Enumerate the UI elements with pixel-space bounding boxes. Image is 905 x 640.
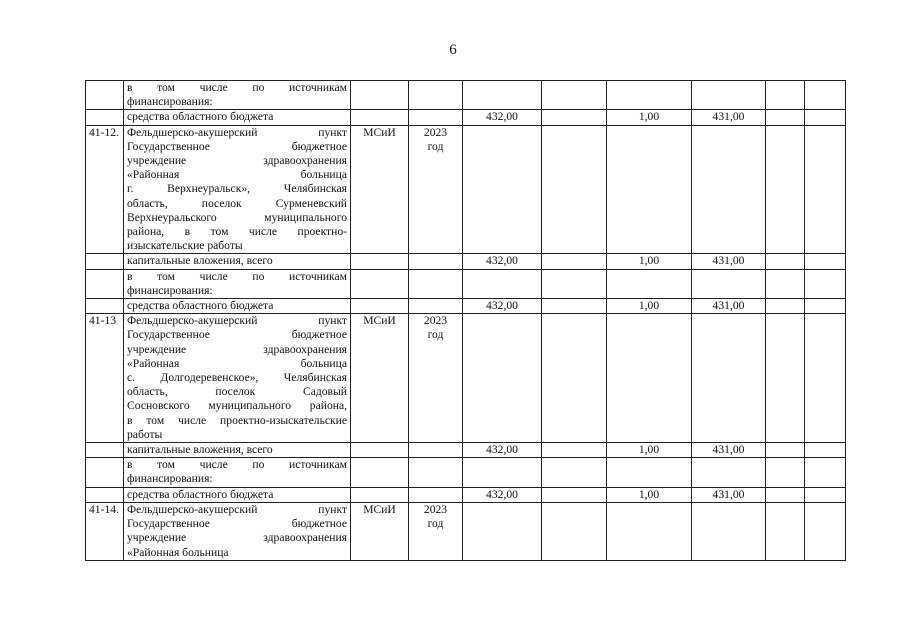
year-text: год — [427, 517, 444, 531]
amount-cell-c5: 432,00 — [463, 299, 542, 314]
amount-cell-c9 — [766, 443, 805, 458]
amount-cell-c10 — [805, 125, 846, 254]
year-cell — [409, 81, 463, 110]
description-line: с. Долгодеревенское», Челябинская — [127, 371, 347, 385]
executor-cell — [351, 487, 409, 502]
executor-cell — [351, 81, 409, 110]
amount-cell-c6 — [542, 269, 607, 298]
description-line: капитальные вложения, всего — [127, 443, 273, 457]
year-cell — [409, 125, 463, 254]
amount-cell-c10 — [805, 81, 846, 110]
description-line: в том числе по источникам — [127, 269, 347, 283]
amount-cell-c8: 431,00 — [692, 110, 766, 125]
description-line: средства областного бюджета — [127, 487, 274, 501]
amount-cell-c5: 432,00 — [463, 110, 542, 125]
amount-cell-c5 — [463, 502, 542, 560]
row-description — [124, 443, 351, 458]
amount-cell-c10 — [805, 502, 846, 560]
amount-cell-c7 — [607, 314, 692, 443]
description-line: Фельдшерско-акушерский пункт — [127, 125, 347, 139]
executor-cell: МСиИ — [351, 502, 409, 560]
row-number — [86, 299, 124, 314]
amount-cell-c7: 1,00 — [607, 443, 692, 458]
amount-cell-c5 — [463, 314, 542, 443]
row-description — [124, 81, 351, 110]
amount-cell-c8: 431,00 — [692, 299, 766, 314]
row-description — [124, 502, 351, 560]
page-number: 6 — [449, 42, 457, 58]
row-number — [86, 110, 124, 125]
amount-cell-c10 — [805, 269, 846, 298]
amount-cell-c9 — [766, 269, 805, 298]
object-row — [86, 314, 846, 443]
amount-cell-c8 — [692, 502, 766, 560]
funding-row — [86, 81, 846, 110]
executor-cell — [351, 458, 409, 487]
description-line: средства областного бюджета — [127, 110, 274, 124]
funding-row — [86, 443, 846, 458]
description-line: «Районная больница — [127, 545, 229, 559]
amount-cell-c5 — [463, 458, 542, 487]
amount-cell-c5: 432,00 — [463, 254, 542, 269]
amount-cell-c9 — [766, 487, 805, 502]
amount-cell-c8: 431,00 — [692, 254, 766, 269]
description-line: в том числе по источникам — [127, 458, 347, 472]
row-number — [86, 254, 124, 269]
row-description — [124, 314, 351, 443]
amount-cell-c9 — [766, 125, 805, 254]
year-text: 2023 — [423, 314, 448, 328]
row-description — [124, 458, 351, 487]
row-number — [86, 458, 124, 487]
description-line: работы — [127, 427, 163, 441]
amount-cell-c6 — [542, 502, 607, 560]
amount-cell-c5: 432,00 — [463, 443, 542, 458]
description-line: финансирования: — [127, 283, 213, 297]
amount-cell-c7 — [607, 269, 692, 298]
amount-cell-c8 — [692, 269, 766, 298]
funding-row — [86, 254, 846, 269]
year-cell — [409, 269, 463, 298]
description-line: финансирования: — [127, 95, 213, 109]
year-text: год — [427, 139, 444, 153]
description-line: в том числе по источникам — [127, 81, 347, 94]
amount-cell-c10 — [805, 254, 846, 269]
amount-cell-c10 — [805, 299, 846, 314]
amount-cell-c10 — [805, 458, 846, 487]
executor-cell — [351, 299, 409, 314]
description-line: района, в том числе проектно- — [127, 225, 347, 239]
row-number: 41-13 — [86, 314, 124, 443]
year-cell — [409, 299, 463, 314]
amount-cell-c9 — [766, 502, 805, 560]
executor-cell — [351, 269, 409, 298]
amount-cell-c8 — [692, 458, 766, 487]
amount-cell-c8: 431,00 — [692, 443, 766, 458]
amount-cell-c7: 1,00 — [607, 487, 692, 502]
amount-cell-c6 — [542, 254, 607, 269]
amount-cell-c8 — [692, 125, 766, 254]
object-row — [86, 502, 846, 560]
row-number — [86, 81, 124, 110]
amount-cell-c8 — [692, 314, 766, 443]
executor-cell: МСиИ — [351, 125, 409, 254]
row-number: 41-12. — [86, 125, 124, 254]
row-description — [124, 125, 351, 254]
amount-cell-c5: 432,00 — [463, 487, 542, 502]
year-cell — [409, 254, 463, 269]
year-cell — [409, 487, 463, 502]
amount-cell-c6 — [542, 314, 607, 443]
executor-cell — [351, 443, 409, 458]
amount-cell-c6 — [542, 299, 607, 314]
amount-cell-c10 — [805, 110, 846, 125]
row-number — [86, 443, 124, 458]
description-line: учреждение здравоохранения — [127, 342, 347, 356]
amount-cell-c5 — [463, 81, 542, 110]
description-line: учреждение здравоохранения — [127, 154, 347, 168]
amount-cell-c9 — [766, 314, 805, 443]
row-description — [124, 487, 351, 502]
year-cell — [409, 458, 463, 487]
amount-cell-c5 — [463, 269, 542, 298]
table-body — [86, 81, 846, 561]
row-number: 41-14. — [86, 502, 124, 560]
funding-row — [86, 487, 846, 502]
description-line: область, поселок Садовый — [127, 385, 347, 399]
year-cell — [409, 314, 463, 443]
description-line: Фельдшерско-акушерский пункт — [127, 314, 347, 328]
object-row — [86, 125, 846, 254]
description-line: капитальные вложения, всего — [127, 254, 273, 268]
year-text: 2023 — [423, 125, 448, 139]
amount-cell-c7 — [607, 81, 692, 110]
amount-cell-c6 — [542, 125, 607, 254]
executor-cell: МСиИ — [351, 314, 409, 443]
executor-cell — [351, 254, 409, 269]
year-text: 2023 — [423, 502, 448, 516]
amount-cell-c9 — [766, 458, 805, 487]
amount-cell-c10 — [805, 314, 846, 443]
amount-cell-c10 — [805, 443, 846, 458]
funding-row — [86, 458, 846, 487]
description-line: Фельдшерско-акушерский пункт — [127, 502, 347, 516]
amount-cell-c9 — [766, 81, 805, 110]
amount-cell-c9 — [766, 254, 805, 269]
amount-cell-c10 — [805, 487, 846, 502]
description-line: учреждение здравоохранения — [127, 531, 347, 545]
amount-cell-c7: 1,00 — [607, 110, 692, 125]
amount-cell-c6 — [542, 110, 607, 125]
description-line: Государственное бюджетное — [127, 328, 347, 342]
row-description — [124, 254, 351, 269]
year-text: год — [427, 328, 444, 342]
description-line: изыскательские работы — [127, 239, 243, 253]
amount-cell-c9 — [766, 299, 805, 314]
description-line: средства областного бюджета — [127, 299, 274, 313]
amount-cell-c7: 1,00 — [607, 254, 692, 269]
funding-row — [86, 269, 846, 298]
row-description — [124, 110, 351, 125]
funding-row — [86, 110, 846, 125]
amount-cell-c7 — [607, 125, 692, 254]
year-cell — [409, 502, 463, 560]
description-line: Сосновского муниципального района, — [127, 399, 347, 413]
description-line: Верхнеуральского муниципального — [127, 210, 347, 224]
budget-table — [85, 80, 846, 561]
amount-cell-c7 — [607, 458, 692, 487]
description-line: в том числе проектно-изыскательские — [127, 413, 347, 427]
amount-cell-c6 — [542, 487, 607, 502]
year-cell — [409, 443, 463, 458]
amount-cell-c6 — [542, 443, 607, 458]
row-description — [124, 299, 351, 314]
amount-cell-c5 — [463, 125, 542, 254]
row-number — [86, 487, 124, 502]
description-line: Государственное бюджетное — [127, 139, 347, 153]
amount-cell-c9 — [766, 110, 805, 125]
description-line: область, поселок Сурменевский — [127, 196, 347, 210]
description-line: «Районная больница — [127, 168, 347, 182]
description-line: г. Верхнеуральск», Челябинская — [127, 182, 347, 196]
amount-cell-c8: 431,00 — [692, 487, 766, 502]
row-description — [124, 269, 351, 298]
description-line: «Районная больница — [127, 356, 347, 370]
amount-cell-c7 — [607, 502, 692, 560]
description-line: Государственное бюджетное — [127, 517, 347, 531]
amount-cell-c7: 1,00 — [607, 299, 692, 314]
row-number — [86, 269, 124, 298]
amount-cell-c6 — [542, 458, 607, 487]
funding-row — [86, 299, 846, 314]
executor-cell — [351, 110, 409, 125]
amount-cell-c8 — [692, 81, 766, 110]
amount-cell-c6 — [542, 81, 607, 110]
description-line: финансирования: — [127, 472, 213, 486]
year-cell — [409, 110, 463, 125]
